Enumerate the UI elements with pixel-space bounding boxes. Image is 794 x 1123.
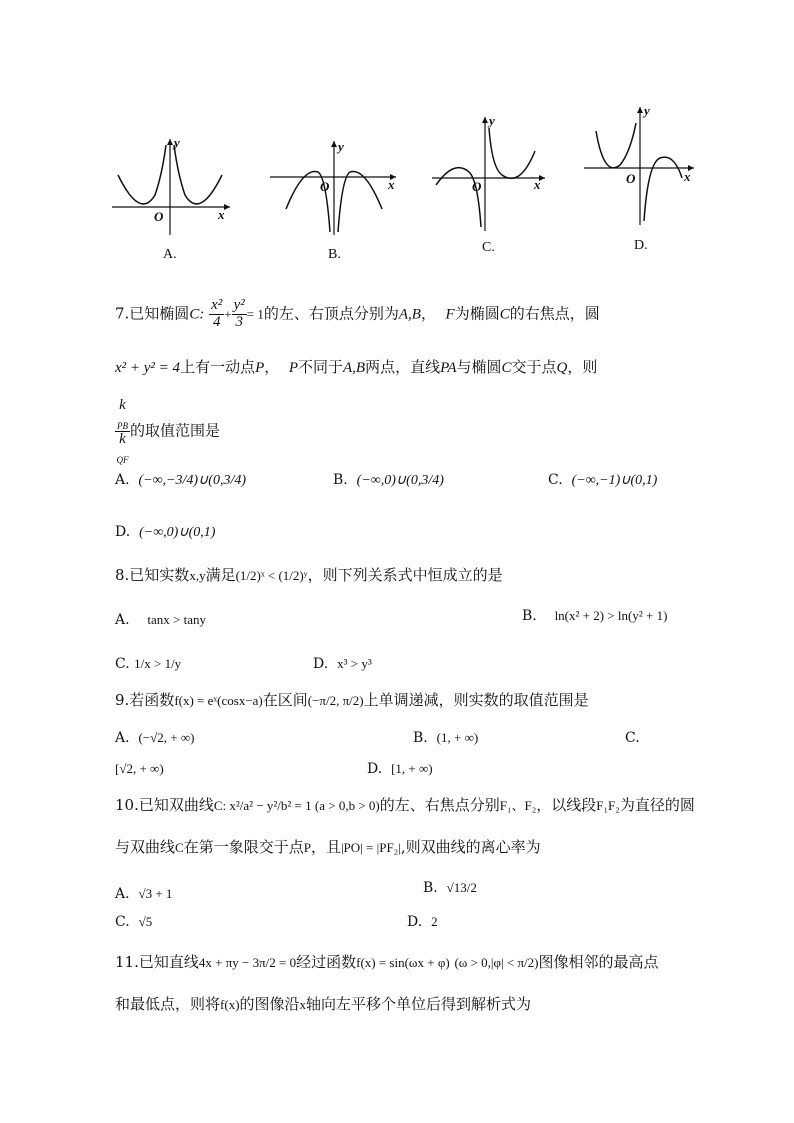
q9-option-c-text: [√2, + ∞) [115,761,164,776]
q10-option-d[interactable]: D. 2 [407,914,438,930]
q9-option-a[interactable]: A. (−√2, + ∞) [115,730,195,746]
axis-y-b: y [338,139,344,154]
axis-y-d: y [644,103,650,118]
graph-label-d: D. [634,238,648,253]
axis-x-c: x [534,177,541,192]
q8-option-a[interactable]: A. tanx > tany [115,612,206,628]
q10-option-a[interactable]: A. √3 + 1 [115,886,173,902]
q7-line2: x² + y² = 4上有一动点P， P不同于A,B两点，直线PA与椭圆C交于点Q，则 [115,358,598,376]
q10-line2: 与双曲线C在第一象限交于点P，且|PO| = |PF₂|,则双曲线的离心率为 [115,838,541,856]
q10-option-c[interactable]: C. √5 [115,914,153,930]
origin-c: O [472,179,482,194]
q7-line1: 7.已知椭圆C: $\frac{\text{x²}}{4}$ + $\frac{\text{y²}}{3}$ = 1的左、右顶点分别为A,B， F为椭圆C的右焦点，圆 [115,297,600,330]
origin-a: O [154,209,164,224]
q8-line1: 8.已知实数x,y满足(1/2)ˣ < (1/2)ʸ，则下列关系式中恒成立的是 [115,566,503,584]
graph-a [110,135,235,240]
q10-option-b[interactable]: B. √13/2 [423,880,477,896]
origin-b: O [320,179,330,194]
graph-c [430,113,550,233]
q7-line3: k $_{PB}$ k $_{QF}$ 的取值范围是 [116,397,221,465]
q10-line1: 10.已知双曲线C: x²/a² − y²/b² = 1 (a > 0,b > 0)的左、右焦点分别F₁、F₂，以线段F₁F₂为直径的圆 [115,796,695,814]
q9-option-d[interactable]: D. [1, + ∞) [367,761,433,777]
q8-option-d[interactable]: D. x³ > y³ [313,656,372,672]
origin-d: O [626,171,636,186]
q8-option-b[interactable]: B. ln(x² + 2) > ln(y² + 1) [522,608,668,624]
q9-line1: 9.若函数f(x) = eˣ(cosx−a)在区间(−π/2, π/2)上单调递减，则实数的取值范围是 [115,691,589,709]
graph-options [100,95,720,270]
graph-b [268,137,403,237]
q7-ratio: k $_{PB}$ k $_{QF}$ [116,397,129,465]
q7-frac-x: $\frac{\text{x²}}{4}$ [211,297,223,330]
graph-label-c: C. [482,240,495,255]
q11-line1: 11.已知直线4x + πy − 3π/2 = 0经过函数f(x) = sin(ωx + φ) (ω > 0,|φ| < π/2)图像相邻的最高点 [115,953,659,971]
q7-option-a[interactable]: A. (−∞,−3/4)∪(0,3/4) [115,472,247,488]
axis-x-d: x [684,169,691,184]
graph-label-a: A. [163,247,177,262]
axis-y-c: y [489,113,495,128]
graph-label-b: B. [328,247,341,262]
axis-y-a: y [174,135,180,150]
q9-option-b[interactable]: B. (1, + ∞) [413,730,479,746]
graph-d [582,103,702,228]
q7-option-c[interactable]: C. (−∞,−1)∪(0,1) [548,472,658,488]
q11-line2: 和最低点，则将f(x)的图像沿x轴向左平移个单位后得到解析式为 [115,995,532,1013]
axis-x-a: x [218,207,225,222]
axis-x-b: x [388,177,395,192]
q7-option-d[interactable]: D. (−∞,0)∪(0,1) [115,524,216,540]
q7-option-b[interactable]: B. (−∞,0)∪(0,3/4) [333,472,444,488]
q7-frac-y: $\frac{\text{y²}}{3}$ [233,297,245,330]
q9-option-c[interactable]: C. [625,730,640,746]
q8-option-c[interactable]: C. 1/x > 1/y [115,656,182,672]
